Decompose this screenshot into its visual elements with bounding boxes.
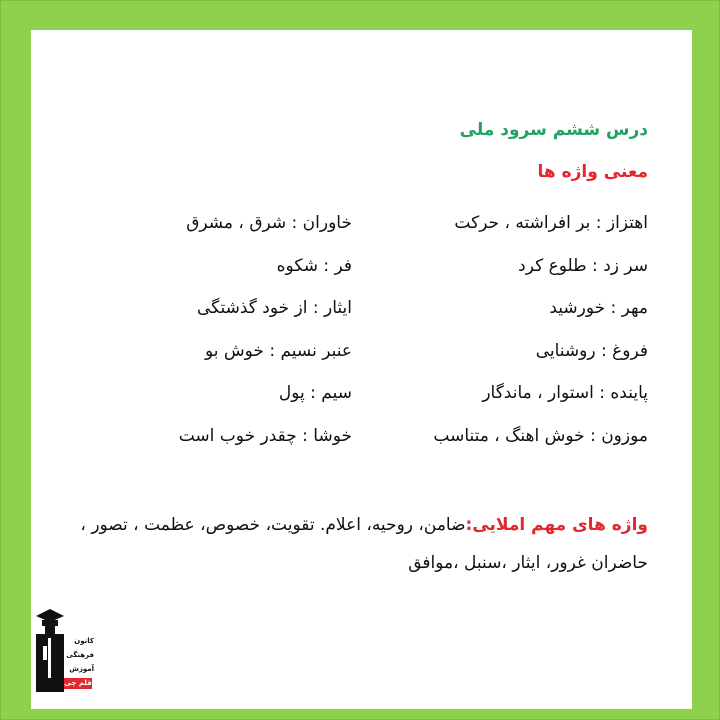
- logo-text-1: کانون: [74, 637, 94, 645]
- vocab-item: سیم : پول: [278, 383, 352, 403]
- content-card: [31, 30, 692, 709]
- vocab-item: عنبر نسیم : خوش بو: [204, 340, 352, 361]
- vocab-item: سر زد : طلوع کرد: [518, 255, 648, 276]
- vocab-item: فر : شکوه: [276, 255, 352, 276]
- lesson-title: درس ششم سرود ملی: [459, 120, 648, 140]
- vocab-item: خاوران : شرق ، مشرق: [186, 213, 352, 233]
- publisher-logo: [34, 606, 92, 696]
- vocab-column-left: [92, 202, 352, 457]
- vocab-item: پاینده : استوار ، ماندگار: [482, 383, 648, 403]
- spelling-words-paragraph: [48, 506, 648, 582]
- logo-text-2: فرهنگی: [66, 651, 94, 659]
- spelling-line-1: [48, 506, 648, 544]
- spelling-label: واژه های مهم املایی:: [465, 515, 648, 535]
- graduate-icon: [34, 606, 64, 692]
- vocab-column-right: [388, 202, 648, 457]
- logo-text-3: آموزش: [69, 665, 94, 673]
- vocab-item: خوشا : چقدر خوب است: [178, 425, 352, 446]
- vocab-heading: معنی واژه ها: [537, 162, 648, 182]
- vocab-item: فروغ : روشنایی: [535, 340, 648, 361]
- logo-text-4: قلم چی: [64, 679, 92, 687]
- spelling-words-1: ضامن، روحیه، اعلام. تقویت، خصوص، عظمت ، تصور ،: [80, 515, 466, 535]
- spelling-line-2: حاضران غرور، ایثار ،سنبل ،موافق: [408, 553, 648, 573]
- vocab-item: مهر : خورشید: [549, 298, 648, 318]
- vocab-item: ایثار : از خود گذشتگی: [196, 298, 352, 318]
- vocab-item: اهتزاز : بر افراشته ، حرکت: [454, 213, 648, 233]
- vocab-item: موزون : خوش اهنگ ، متناسب: [433, 425, 648, 446]
